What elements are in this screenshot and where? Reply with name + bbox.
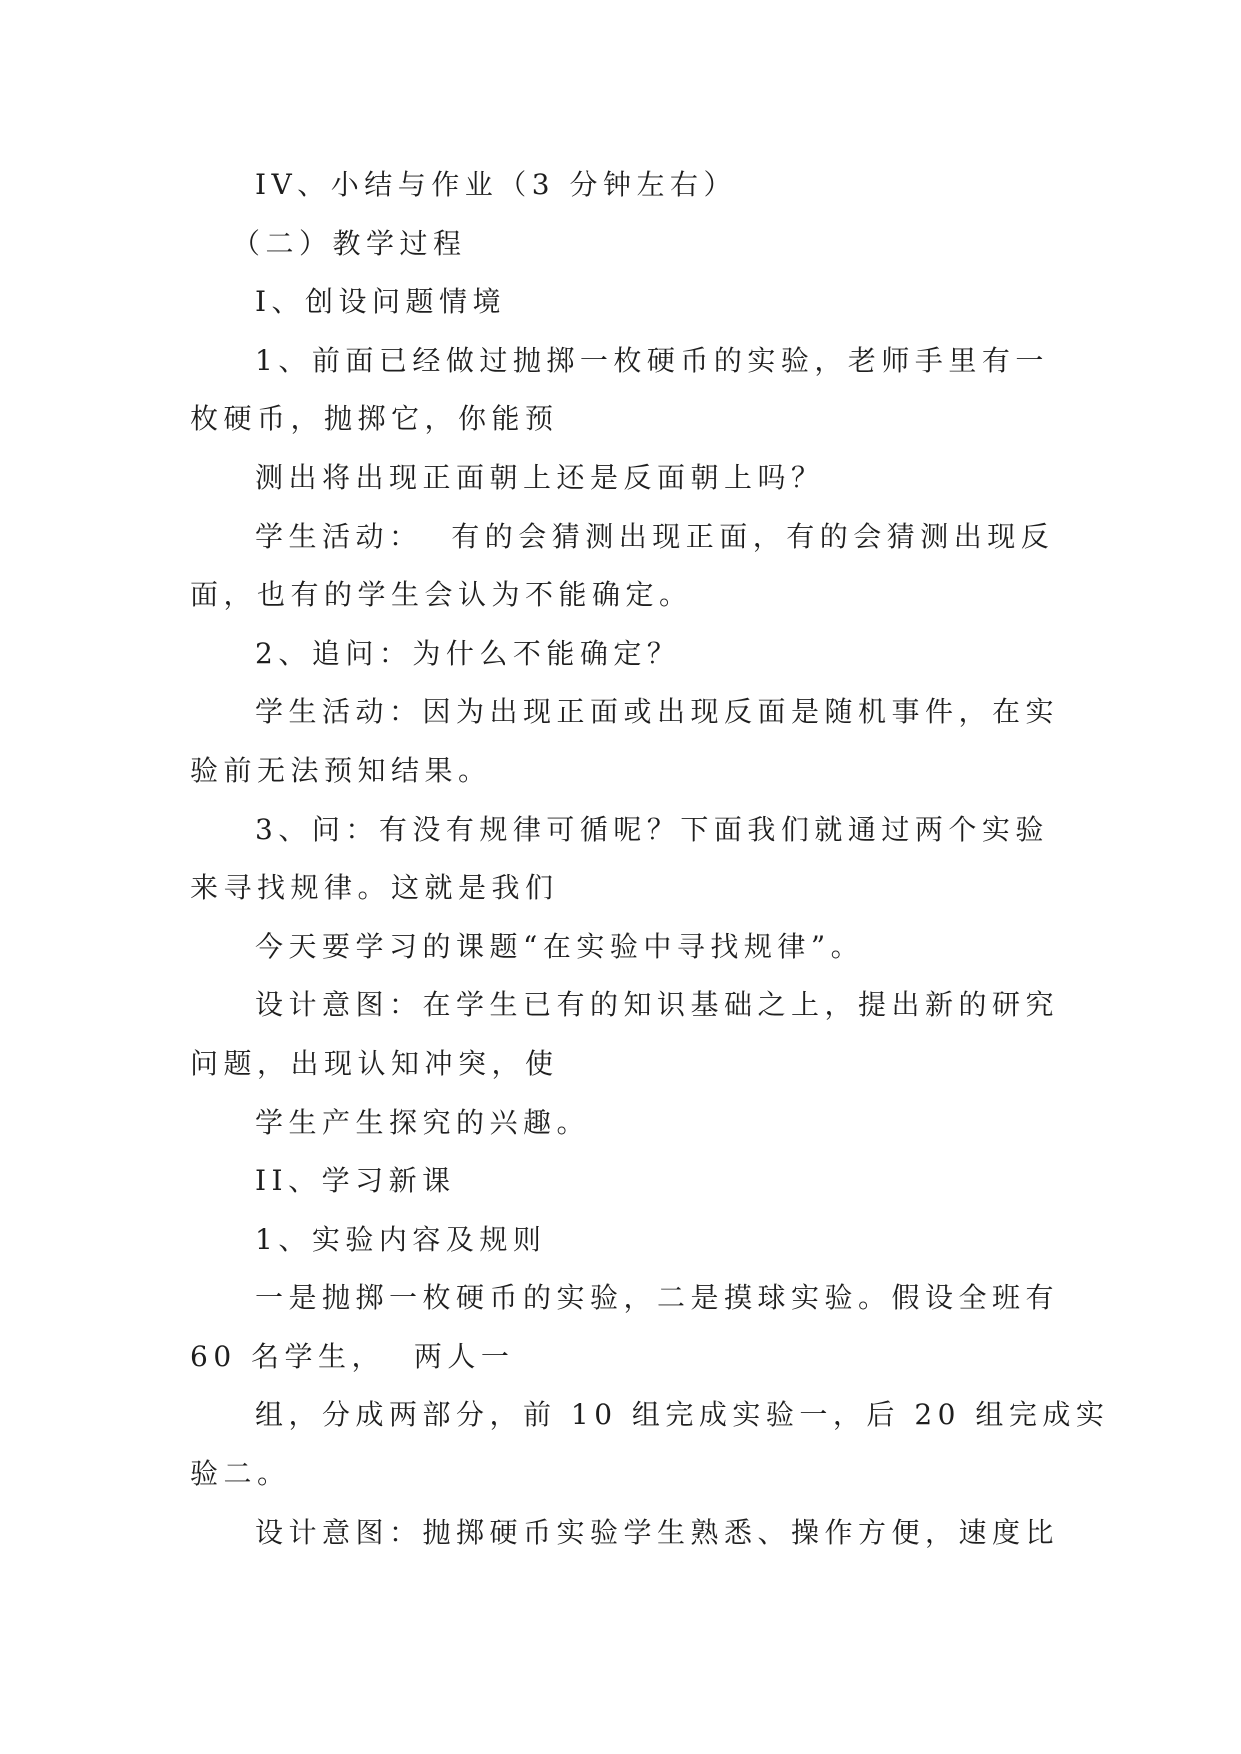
text-line: 面，也有的学生会认为不能确定。 — [190, 578, 693, 612]
text-line: 1、前面已经做过抛掷一枚硬币的实验，老师手里有一 — [255, 343, 1049, 377]
text-line: 问题，出现认知冲突，使 — [190, 1046, 559, 1080]
section-heading-summary: IV、小结与作业（3 分钟左右） — [255, 168, 737, 201]
text-line: 枚硬币，抛掷它，你能预 — [190, 402, 559, 436]
section-heading-teaching-process: （二）教学过程 — [232, 226, 467, 260]
text-line: 今天要学习的课题“在实验中寻找规律”。 — [255, 929, 865, 963]
text-line: 一是抛掷一枚硬币的实验，二是摸球实验。假设全班有 — [255, 1281, 1060, 1315]
text-line: 学生活动：因为出现正面或出现反面是随机事件，在实 — [255, 695, 1060, 729]
text-line: 学生产生探究的兴趣。 — [255, 1105, 591, 1139]
text-line: 学生活动： 有的会猜测出现正面，有的会猜测出现反 — [255, 519, 1055, 553]
text-line: 1、实验内容及规则 — [255, 1222, 547, 1256]
text-line: 测出将出现正面朝上还是反面朝上吗？ — [255, 460, 825, 494]
text-line: 验二。 — [190, 1457, 291, 1491]
document-body — [190, 156, 1110, 1562]
text-line: 3、问：有没有规律可循呢？下面我们就通过两个实验 — [255, 812, 1049, 846]
text-line: 设计意图：抛掷硬币实验学生熟悉、操作方便，速度比 — [255, 1515, 1060, 1549]
text-line: 2、追问：为什么不能确定？ — [255, 636, 681, 670]
text-line: 60 名学生， 两人一 — [190, 1339, 515, 1373]
text-line: 组，分成两部分，前 10 组完成实验一，后 20 组完成实 — [255, 1398, 1110, 1432]
text-line: 验前无法预知结果。 — [190, 753, 492, 787]
text-line: 设计意图：在学生已有的知识基础之上，提出新的研究 — [255, 988, 1060, 1022]
text-line: 来寻找规律。这就是我们 — [190, 871, 559, 905]
subsection-heading-problem-situation: I、创设问题情境 — [255, 285, 507, 319]
subsection-heading-new-lesson: II、学习新课 — [255, 1164, 456, 1198]
